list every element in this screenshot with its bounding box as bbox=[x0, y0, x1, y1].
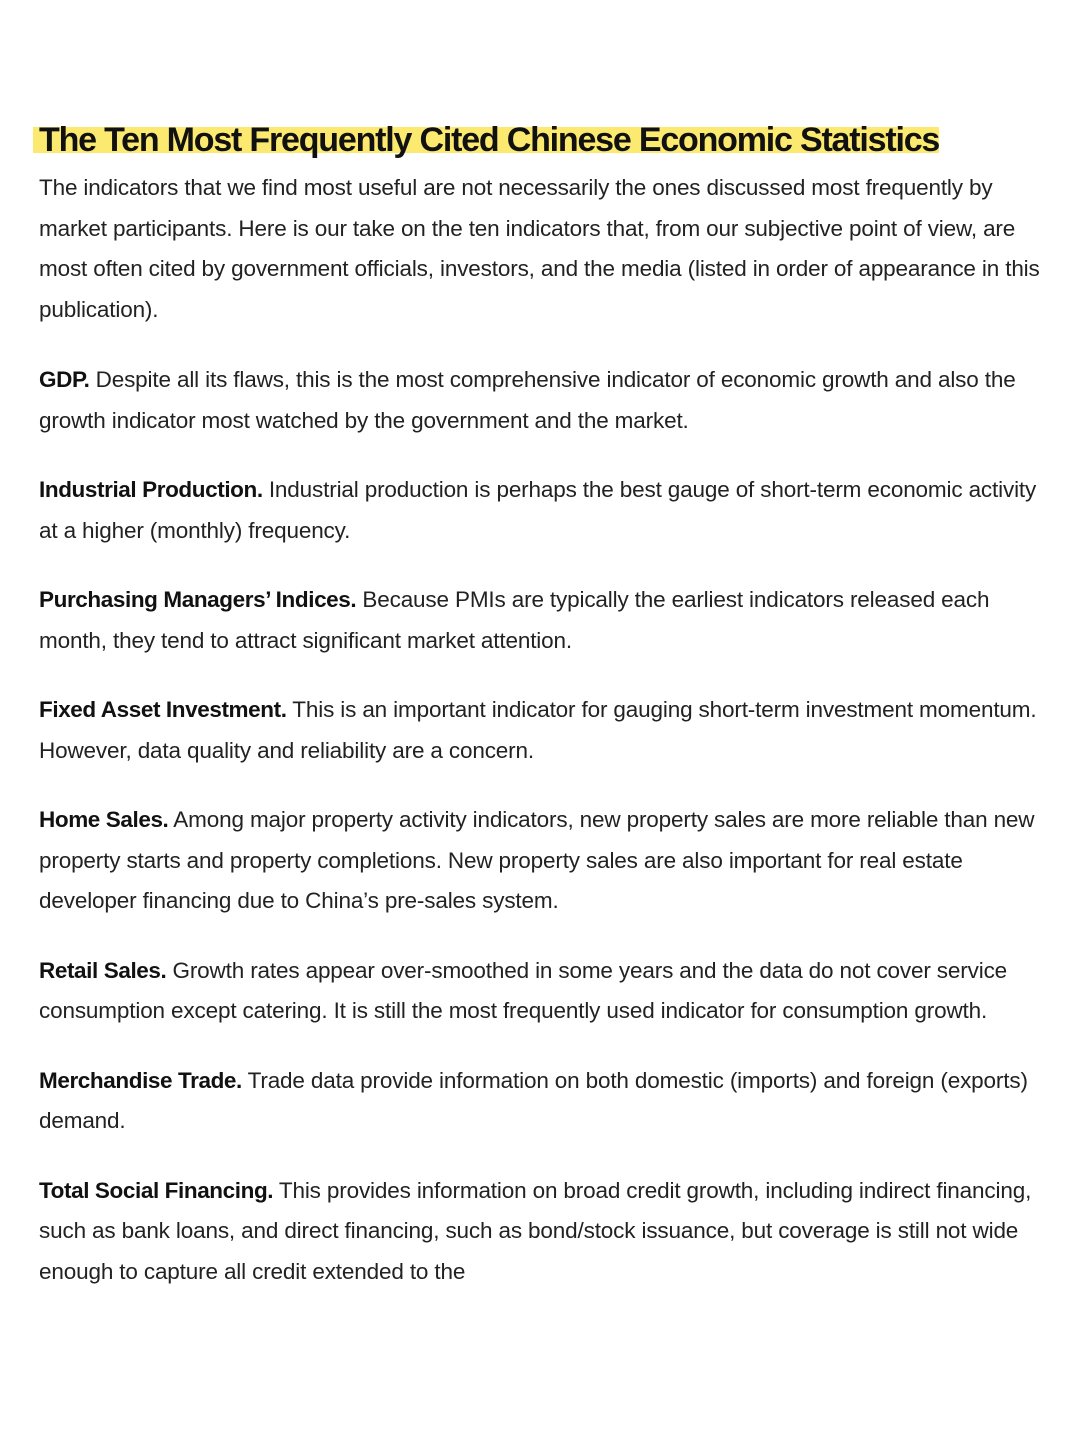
indicator-industrial-production bbox=[39, 470, 1049, 551]
indicator-term: Retail Sales. bbox=[39, 957, 167, 983]
indicator-description: Because PMIs are typically the earliest indicators released each month, they tend to attract significant market attention. bbox=[39, 587, 990, 653]
indicator-gdp bbox=[39, 360, 1049, 441]
indicator-description: Growth rates appear over-smoothed in some years and the data do not cover service consumption except catering. It is still the most frequently used indicator for consumption growth. bbox=[39, 957, 1008, 1023]
indicator-term: GDP. bbox=[39, 367, 90, 392]
indicator-term: Purchasing Managers’ Indices. bbox=[39, 587, 357, 612]
indicator-term: Total Social Financing. bbox=[39, 1177, 274, 1203]
document-page bbox=[39, 118, 1049, 1321]
indicator-description: This provides information on broad credit growth, including indirect financing, such as bank loans, and direct financing, such as bond/stock issuance, but coverage is still not wide enough to capture all credit extended to the bbox=[39, 1177, 1032, 1284]
indicator-description: Industrial production is perhaps the best gauge of short-term economic activity at a higher (monthly) frequency. bbox=[39, 477, 1037, 543]
intro-paragraph: The indicators that we find most useful are not necessarily the ones discussed most frequently by market participants. Here is our take on the ten indicators that, from our subjective point of view, are most often cited by government officials, investors, and the media (listed in order of appearance in this publication). bbox=[39, 175, 1040, 322]
indicator-home-sales bbox=[39, 800, 1049, 922]
indicator-term: Home Sales. bbox=[39, 807, 169, 832]
title-highlight: The Ten Most Frequently Cited Chinese Economic Statistics bbox=[39, 121, 940, 159]
indicator-term: Fixed Asset Investment. bbox=[39, 697, 287, 722]
indicator-retail-sales bbox=[39, 951, 1049, 1032]
indicator-term: Merchandise Trade. bbox=[39, 1067, 242, 1093]
indicator-total-social-financing bbox=[39, 1171, 1049, 1293]
indicator-term: Industrial Production. bbox=[39, 477, 263, 502]
indicator-description: Despite all its flaws, this is the most comprehensive indicator of economic growth and also the growth indicator most watched by the government and the market. bbox=[39, 367, 1016, 433]
indicator-description: Trade data provide information on both domestic (imports) and foreign (exports) demand. bbox=[39, 1067, 1028, 1133]
indicator-description: This is an important indicator for gauging short-term investment momentum. However, data quality and reliability are a concern. bbox=[39, 697, 1037, 763]
indicator-merchandise-trade bbox=[39, 1061, 1049, 1142]
indicator-fixed-asset-investment bbox=[39, 690, 1049, 771]
page-title bbox=[39, 118, 1049, 162]
indicator-description: Among major property activity indicators, new property sales are more reliable than new property starts and property completions. New property sales are also important for real estate developer financing due to China’s pre-sales system. bbox=[39, 807, 1035, 913]
indicator-pmi bbox=[39, 580, 1049, 661]
